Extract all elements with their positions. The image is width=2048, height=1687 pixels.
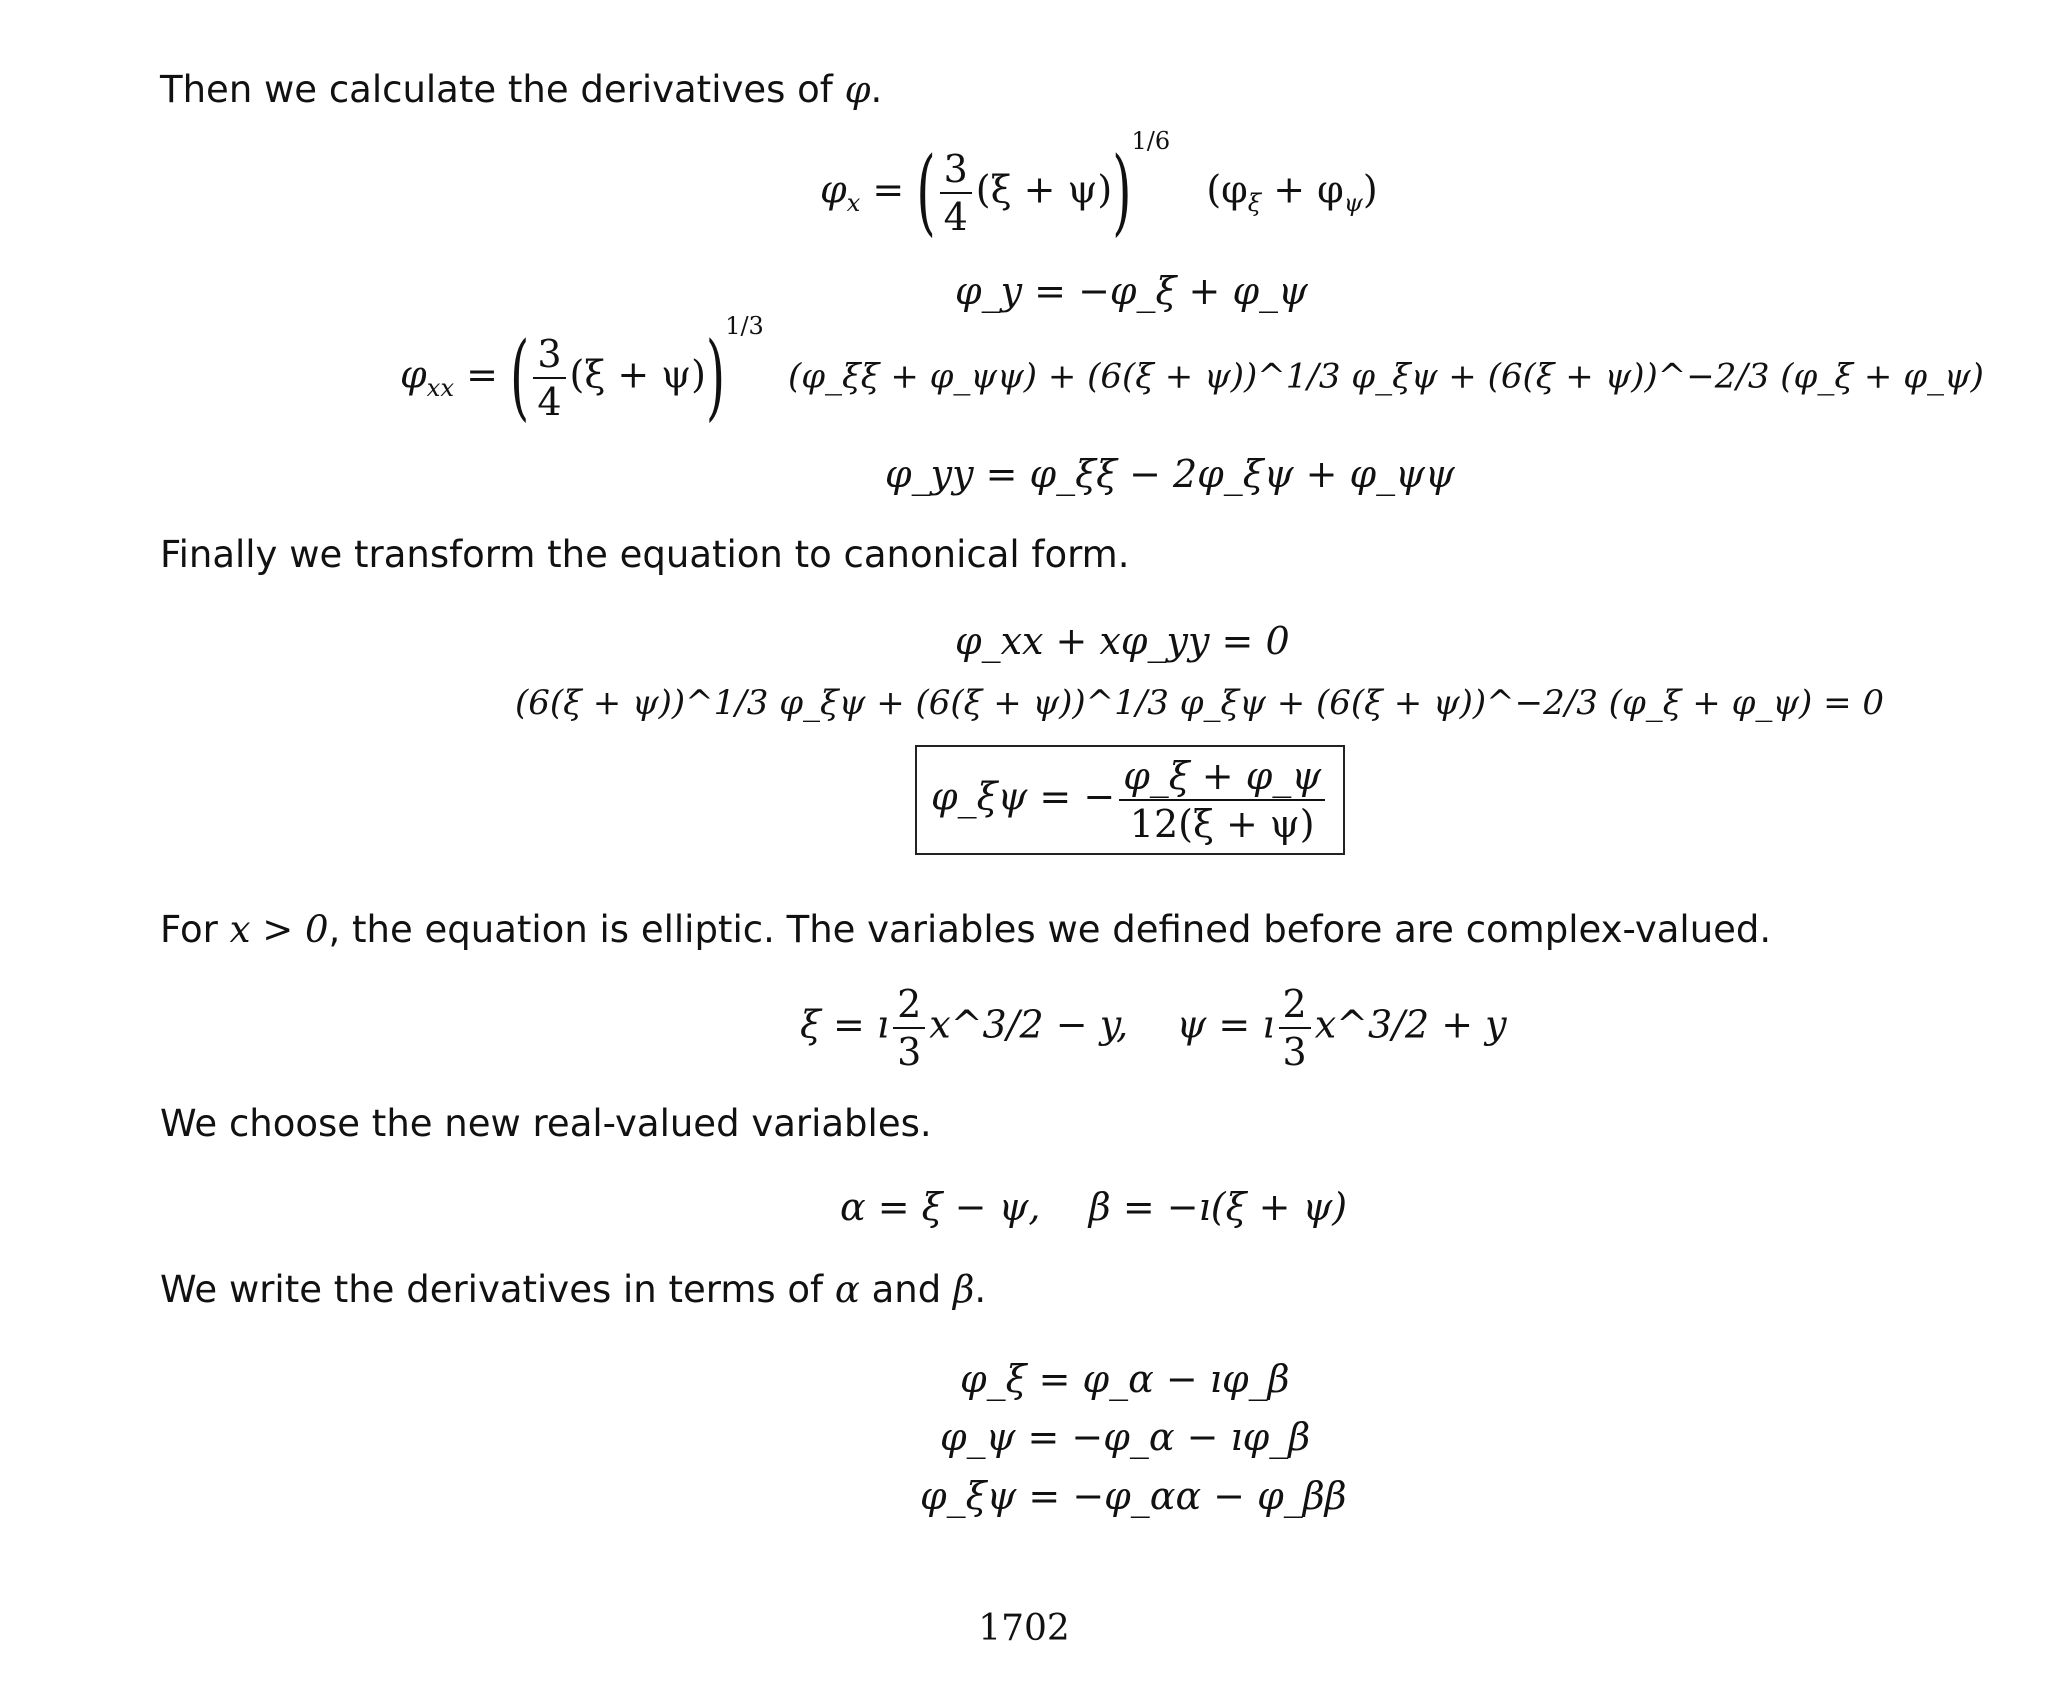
eq-subscript: ψ xyxy=(1343,188,1363,218)
text-fragment: For xyxy=(160,908,230,951)
left-paren: ( xyxy=(510,321,530,432)
fraction-denominator: 3 xyxy=(1282,1030,1307,1074)
eq-text: φ_ξ = φ_α − ıφ_β xyxy=(960,1357,1290,1401)
equation-xi-psi xyxy=(800,982,1507,1074)
eq-text: φ_yy = φ_ξξ − 2φ_ξψ + φ_ψψ xyxy=(885,452,1455,496)
equation-phi-y xyxy=(955,269,1308,313)
fraction-numerator: 2 xyxy=(893,985,925,1029)
text-fragment: We write the derivatives in terms of xyxy=(160,1268,835,1311)
equation-phi-yy xyxy=(885,452,1455,496)
equation-phi-xx xyxy=(400,311,1984,432)
eq-text: φ_xx + xφ_yy = 0 xyxy=(955,619,1290,663)
text-fragment: , the equation is elliptic. The variables we defined before are complex-valued. xyxy=(328,908,1772,951)
eq-subscript: xx xyxy=(426,373,455,403)
fraction-numerator: 2 xyxy=(1279,985,1311,1029)
equation-canonical-1 xyxy=(955,619,1290,663)
eq-text: φ_ξψ = −φ_αα − φ_ββ xyxy=(920,1474,1347,1518)
eq-exponent: 1/6 xyxy=(1131,126,1171,155)
right-paren: ) xyxy=(1112,136,1132,247)
left-paren: ( xyxy=(916,136,936,247)
eq-term: (φ_ξξ + φ_ψψ) + (6(ξ + ψ))^1/3 φ_ξψ + (6(ξ + ψ))^−2/3 (φ_ξ + φ_ψ) xyxy=(787,356,1984,397)
real-variables-text: We choose the new real-valued variables. xyxy=(160,1102,932,1145)
equation-d2 xyxy=(940,1415,1311,1459)
fraction xyxy=(940,147,972,239)
fraction-denominator: 4 xyxy=(537,380,562,424)
fraction xyxy=(893,982,925,1074)
eq-term: x^3/2 xyxy=(1314,1002,1430,1047)
eq-subscript: ξ xyxy=(1247,188,1262,218)
eq-exponent: 1/3 xyxy=(725,311,764,340)
eq-term: − y, xyxy=(1043,1002,1129,1047)
fraction-numerator: φ_ξ + φ_ψ xyxy=(1119,757,1325,801)
fraction-numerator: 3 xyxy=(940,150,972,194)
text-fragment: . xyxy=(974,1268,987,1311)
boxed-result xyxy=(915,745,1345,855)
elliptic-text xyxy=(160,908,1771,952)
eq-operator: = xyxy=(860,167,917,212)
equation-phi-x xyxy=(820,126,1378,247)
text-fragment: . xyxy=(870,68,883,111)
eq-text: α = ξ − ψ, β = −ı(ξ + ψ) xyxy=(840,1185,1348,1229)
eq-operator: = xyxy=(454,352,511,397)
eq-symbol: φ xyxy=(400,352,427,397)
eq-text: (6(ξ + ψ))^1/3 φ_ξψ + (6(ξ + ψ))^1/3 φ_ξψ + (6(ξ + ψ))^−2/3 (φ_ξ + φ_ψ) = 0 xyxy=(515,683,1885,723)
derivatives-alpha-beta-text xyxy=(160,1268,986,1312)
eq-subscript: x xyxy=(846,188,861,218)
eq-term: (φ xyxy=(1206,167,1248,212)
equation-alpha-beta xyxy=(840,1185,1348,1229)
fraction-denominator: 3 xyxy=(897,1030,922,1074)
canonical-form-text: Finally we transform the equation to canonical form. xyxy=(160,533,1130,576)
equation-d1 xyxy=(960,1357,1290,1401)
eq-operator: = − xyxy=(1027,774,1116,819)
fraction-denominator: 12(ξ + ψ) xyxy=(1129,802,1315,846)
fraction xyxy=(1119,754,1325,846)
eq-term: ξ = ı xyxy=(800,1002,890,1047)
eq-symbol: φ xyxy=(820,167,847,212)
intro-derivatives-text xyxy=(160,68,882,112)
eq-symbol: φ_ξψ xyxy=(931,774,1028,819)
fraction xyxy=(533,332,565,424)
inline-math: x > 0 xyxy=(229,908,329,951)
text-fragment: and xyxy=(859,1268,953,1311)
eq-term: (ξ + ψ) xyxy=(569,352,706,397)
right-paren: ) xyxy=(705,321,726,432)
beta-symbol: β xyxy=(952,1268,975,1311)
eq-term: ) xyxy=(1362,167,1378,212)
fraction-denominator: 4 xyxy=(943,195,968,239)
text-fragment: Then we calculate the derivatives of xyxy=(160,68,845,111)
equation-d3 xyxy=(920,1474,1347,1518)
eq-term: (ξ + ψ) xyxy=(975,167,1113,212)
equation-canonical-2 xyxy=(515,683,1885,723)
phi-symbol: φ xyxy=(844,68,871,111)
alpha-symbol: α xyxy=(834,1268,860,1311)
page-number: 1702 xyxy=(978,1608,1070,1649)
eq-text: φ_ψ = −φ_α − ıφ_β xyxy=(940,1415,1311,1459)
fraction-numerator: 3 xyxy=(533,335,565,379)
eq-text: φ_y = −φ_ξ + φ_ψ xyxy=(955,269,1308,313)
eq-term: + y xyxy=(1429,1002,1507,1047)
eq-term: x^3/2 xyxy=(929,1002,1044,1047)
eq-term: ψ = ı xyxy=(1176,1002,1275,1047)
fraction xyxy=(1279,982,1311,1074)
eq-term: + φ xyxy=(1261,167,1344,212)
